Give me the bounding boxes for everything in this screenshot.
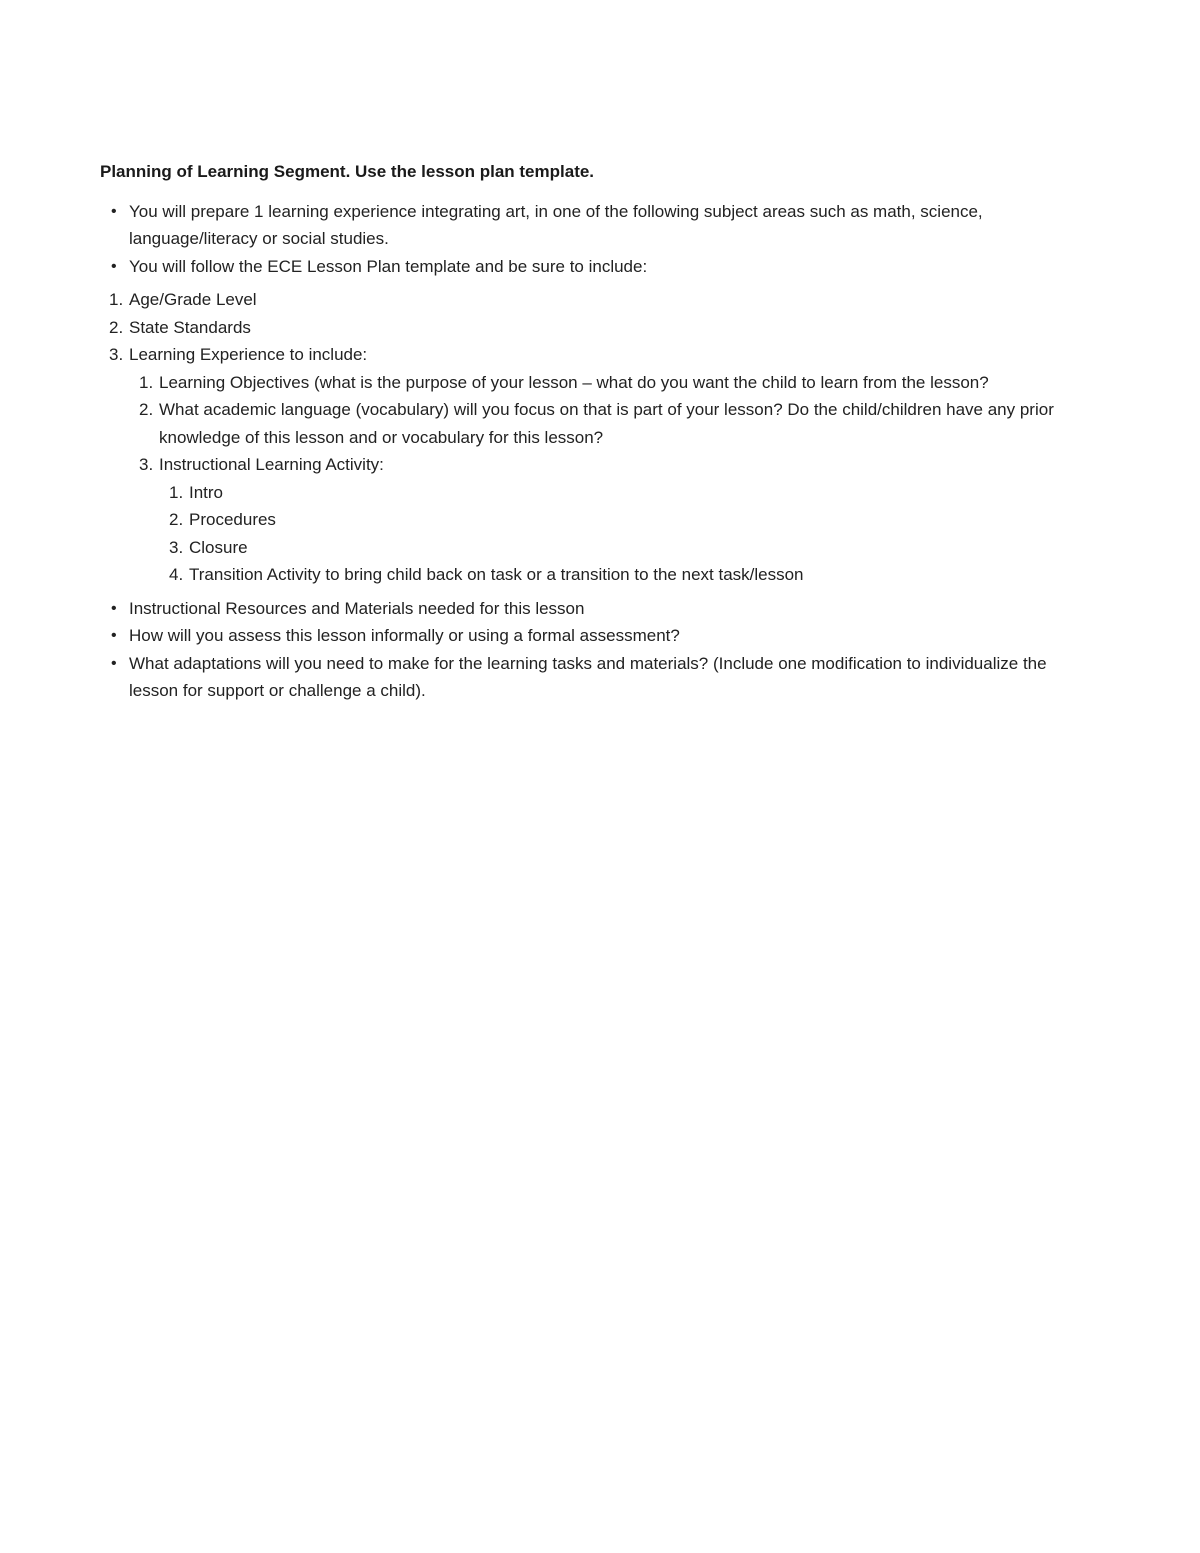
list-item-text: Intro: [189, 482, 224, 502]
list-item: [160, 534, 1080, 562]
list-number: 3.: [139, 455, 154, 474]
list-item: [160, 506, 1080, 534]
list-item: [130, 451, 1080, 479]
list-item: [160, 479, 1080, 507]
list-item: [100, 341, 1080, 369]
top-bullet-list: [100, 198, 1080, 281]
list-number: 1.: [169, 482, 184, 502]
list-item: [160, 561, 1080, 589]
list-number: 1.: [109, 290, 124, 309]
list-item-text: Instructional Learning Activity:: [159, 455, 384, 474]
list-item: • How will you assess this lesson informally or using a formal assessment?: [100, 622, 1080, 650]
list-item-text: What academic language (vocabulary) will you focus on that is part of your lesson? Do the child/children have any prior knowledge of this lesson and or vocabulary for this lesson?: [159, 400, 1054, 447]
list-number: 2.: [139, 400, 154, 419]
list-number: 1.: [139, 372, 154, 392]
numbered-list: [100, 286, 1080, 369]
document-page: [100, 158, 1080, 705]
page-heading: Planning of Learning Segment. Use the lesson plan template.: [100, 162, 595, 181]
list-item-text: Procedures: [189, 510, 276, 529]
list-item: [100, 286, 1080, 314]
list-item: [100, 314, 1080, 342]
list-number: 4.: [169, 565, 184, 584]
sub-numbered-list: [130, 369, 1080, 479]
list-item: • What adaptations will you need to make for the learning tasks and materials? (Include one modification to individualize the lesson for support or challenge a child).: [100, 650, 1080, 705]
list-number: 3.: [169, 537, 184, 557]
list-item: [130, 369, 1080, 397]
list-item: • You will prepare 1 learning experience integrating art, in one of the following subject areas such as math, science, language/literacy or social studies.: [100, 198, 1080, 253]
list-item-text: State Standards: [129, 317, 251, 337]
sub-sub-numbered-list: [160, 479, 1080, 589]
bottom-bullet-list: [100, 595, 1080, 705]
list-item-text: Transition Activity to bring child back on task or a transition to the next task/lesson: [189, 565, 804, 584]
list-number: 2.: [169, 510, 184, 529]
list-item-text: Learning Experience to include:: [129, 345, 368, 364]
list-item: [130, 396, 1080, 451]
list-item: • You will follow the ECE Lesson Plan template and be sure to include:: [100, 253, 1080, 281]
list-item: [130, 479, 1080, 589]
sub-sub-list-wrapper: [130, 479, 1080, 589]
list-item-text: Learning Objectives (what is the purpose of your lesson – what do you want the child to learn from the lesson?: [159, 372, 989, 392]
list-number: 2.: [109, 317, 124, 337]
list-item: • Instructional Resources and Materials needed for this lesson: [100, 595, 1080, 623]
list-item-text: Age/Grade Level: [129, 290, 257, 309]
list-number: 3.: [109, 345, 124, 364]
list-item-text: Closure: [189, 537, 248, 557]
